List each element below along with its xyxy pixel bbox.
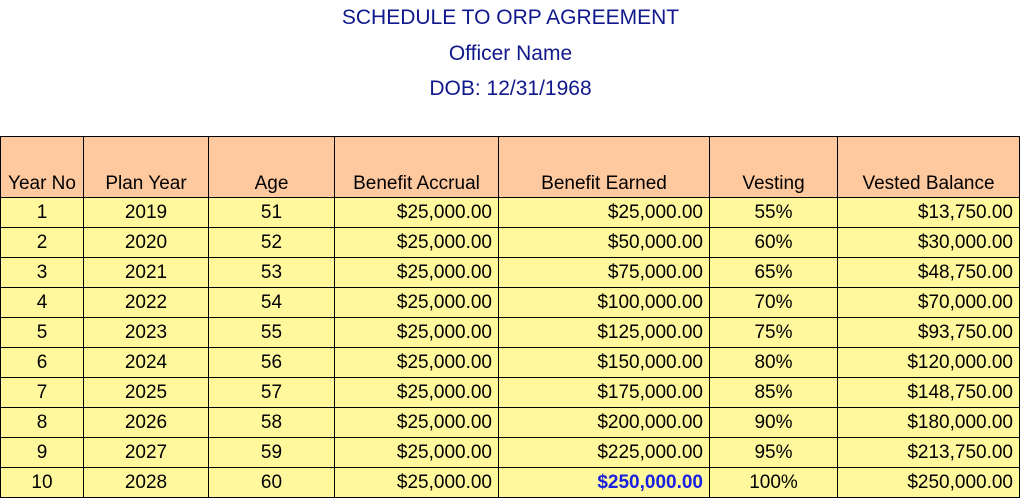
year-no-cell: 8 <box>1 408 84 438</box>
vesting-cell: 65% <box>710 258 838 288</box>
year-no-cell: 6 <box>1 348 84 378</box>
column-header-age: Age <box>209 137 335 198</box>
vested-balance-cell: $70,000.00 <box>838 288 1020 318</box>
vesting-cell: 60% <box>710 228 838 258</box>
vesting-cell: 100% <box>710 468 838 498</box>
column-header-vested-balance: Vested Balance <box>838 137 1020 198</box>
vesting-cell: 80% <box>710 348 838 378</box>
benefit-earned-cell: $150,000.00 <box>499 348 710 378</box>
table-row <box>1 228 1020 258</box>
table-row <box>1 348 1020 378</box>
age-cell: 55 <box>209 318 335 348</box>
age-cell: 54 <box>209 288 335 318</box>
year-no-cell: 9 <box>1 438 84 468</box>
benefit-accrual-cell: $25,000.00 <box>335 288 499 318</box>
date-of-birth: DOB: 12/31/1968 <box>429 77 592 100</box>
age-cell: 59 <box>209 438 335 468</box>
vested-balance-cell: $30,000.00 <box>838 228 1020 258</box>
vesting-cell: 70% <box>710 288 838 318</box>
vested-balance-cell: $213,750.00 <box>838 438 1020 468</box>
plan-year-cell: 2028 <box>84 468 209 498</box>
benefit-accrual-cell: $25,000.00 <box>335 228 499 258</box>
table-row <box>1 468 1020 498</box>
benefit-accrual-cell: $25,000.00 <box>335 438 499 468</box>
benefit-accrual-cell: $25,000.00 <box>335 318 499 348</box>
benefit-accrual-cell: $25,000.00 <box>335 378 499 408</box>
vested-balance-cell: $250,000.00 <box>838 468 1020 498</box>
column-header-benefit-earned: Benefit Earned <box>499 137 710 198</box>
column-header-year-no: Year No <box>1 137 84 198</box>
plan-year-cell: 2027 <box>84 438 209 468</box>
plan-year-cell: 2022 <box>84 288 209 318</box>
benefit-earned-cell: $50,000.00 <box>499 228 710 258</box>
year-no-cell: 1 <box>1 198 84 228</box>
plan-year-cell: 2020 <box>84 228 209 258</box>
table-row <box>1 288 1020 318</box>
vesting-cell: 75% <box>710 318 838 348</box>
year-no-cell: 4 <box>1 288 84 318</box>
benefit-earned-cell: $75,000.00 <box>499 258 710 288</box>
column-header-plan-year: Plan Year <box>84 137 209 198</box>
vested-balance-cell: $13,750.00 <box>838 198 1020 228</box>
benefit-accrual-cell: $25,000.00 <box>335 258 499 288</box>
vested-balance-cell: $120,000.00 <box>838 348 1020 378</box>
benefit-accrual-cell: $25,000.00 <box>335 408 499 438</box>
year-no-cell: 3 <box>1 258 84 288</box>
plan-year-cell: 2026 <box>84 408 209 438</box>
table-row <box>1 198 1020 228</box>
orp-schedule-table <box>0 136 1020 498</box>
age-cell: 56 <box>209 348 335 378</box>
schedule-title: SCHEDULE TO ORP AGREEMENT <box>341 6 680 29</box>
plan-year-cell: 2025 <box>84 378 209 408</box>
table-row <box>1 438 1020 468</box>
vesting-cell: 85% <box>710 378 838 408</box>
plan-year-cell: 2021 <box>84 258 209 288</box>
age-cell: 52 <box>209 228 335 258</box>
age-cell: 51 <box>209 198 335 228</box>
table-row <box>1 378 1020 408</box>
benefit-earned-cell: $175,000.00 <box>499 378 710 408</box>
vested-balance-cell: $93,750.00 <box>838 318 1020 348</box>
age-cell: 57 <box>209 378 335 408</box>
vesting-cell: 95% <box>710 438 838 468</box>
table-row <box>1 318 1020 348</box>
benefit-accrual-cell: $25,000.00 <box>335 468 499 498</box>
vested-balance-cell: $148,750.00 <box>838 378 1020 408</box>
officer-name: Officer Name <box>448 42 573 65</box>
plan-year-cell: 2019 <box>84 198 209 228</box>
plan-year-cell: 2024 <box>84 348 209 378</box>
vested-balance-cell: $48,750.00 <box>838 258 1020 288</box>
benefit-earned-cell: $200,000.00 <box>499 408 710 438</box>
year-no-cell: 10 <box>1 468 84 498</box>
benefit-earned-total-cell: $250,000.00 <box>499 468 710 498</box>
age-cell: 58 <box>209 408 335 438</box>
age-cell: 60 <box>209 468 335 498</box>
table-header-row <box>1 137 1020 198</box>
year-no-cell: 5 <box>1 318 84 348</box>
vested-balance-cell: $180,000.00 <box>838 408 1020 438</box>
table-row <box>1 258 1020 288</box>
benefit-earned-cell: $125,000.00 <box>499 318 710 348</box>
column-header-benefit-accrual: Benefit Accrual <box>335 137 499 198</box>
year-no-cell: 2 <box>1 228 84 258</box>
benefit-earned-cell: $100,000.00 <box>499 288 710 318</box>
benefit-accrual-cell: $25,000.00 <box>335 348 499 378</box>
vesting-cell: 55% <box>710 198 838 228</box>
benefit-earned-cell: $225,000.00 <box>499 438 710 468</box>
year-no-cell: 7 <box>1 378 84 408</box>
benefit-earned-cell: $25,000.00 <box>499 198 710 228</box>
table-row <box>1 408 1020 438</box>
column-header-vesting: Vesting <box>710 137 838 198</box>
plan-year-cell: 2023 <box>84 318 209 348</box>
vesting-cell: 90% <box>710 408 838 438</box>
age-cell: 53 <box>209 258 335 288</box>
benefit-accrual-cell: $25,000.00 <box>335 198 499 228</box>
